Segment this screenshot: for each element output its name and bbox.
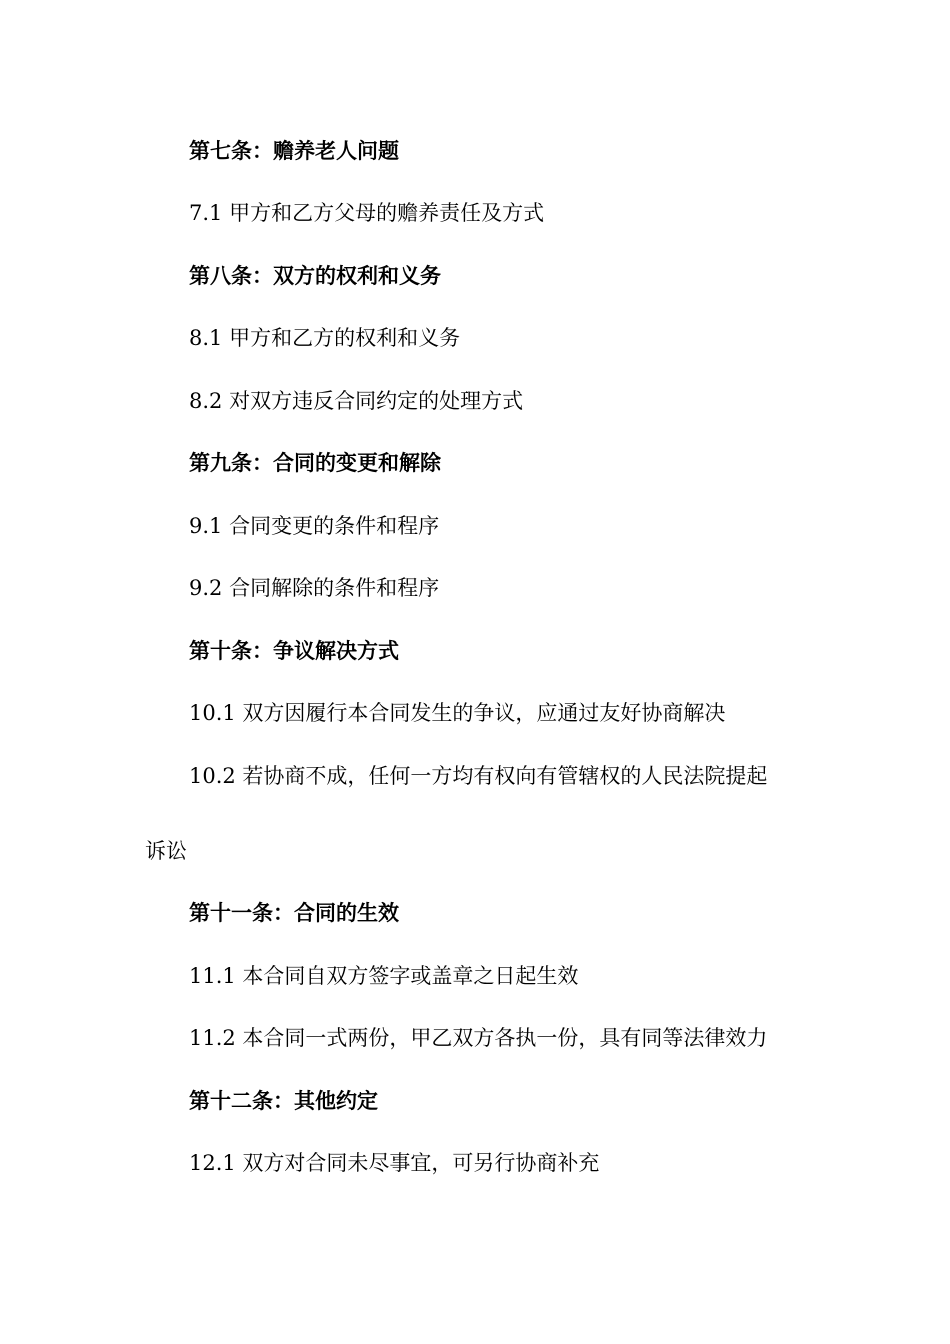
clause-10-2-continuation: 诉讼 (145, 839, 187, 863)
article-9-heading: 第九条：合同的变更和解除 (189, 451, 441, 475)
clause-8-1: 8.1 甲方和乙方的权利和义务 (189, 326, 461, 350)
clause-7-1: 7.1 甲方和乙方父母的赡养责任及方式 (189, 201, 545, 225)
clause-12-1: 12.1 双方对合同未尽事宜，可另行协商补充 (189, 1151, 600, 1175)
clause-9-1: 9.1 合同变更的条件和程序 (189, 514, 440, 538)
clause-10-2: 10.2 若协商不成，任何一方均有权向有管辖权的人民法院提起 (189, 764, 768, 788)
clause-11-2: 11.2 本合同一式两份，甲乙双方各执一份，具有同等法律效力 (189, 1026, 768, 1050)
clause-10-1: 10.1 双方因履行本合同发生的争议，应通过友好协商解决 (189, 701, 726, 725)
article-8-heading: 第八条：双方的权利和义务 (189, 264, 441, 288)
article-10-heading: 第十条：争议解决方式 (189, 639, 399, 663)
article-11-heading: 第十一条：合同的生效 (189, 901, 399, 925)
article-7-heading: 第七条：赡养老人问题 (189, 139, 399, 163)
clause-11-1: 11.1 本合同自双方签字或盖章之日起生效 (189, 964, 579, 988)
clause-9-2: 9.2 合同解除的条件和程序 (189, 576, 440, 600)
article-12-heading: 第十二条：其他约定 (189, 1089, 378, 1113)
clause-8-2: 8.2 对双方违反合同约定的处理方式 (189, 389, 524, 413)
